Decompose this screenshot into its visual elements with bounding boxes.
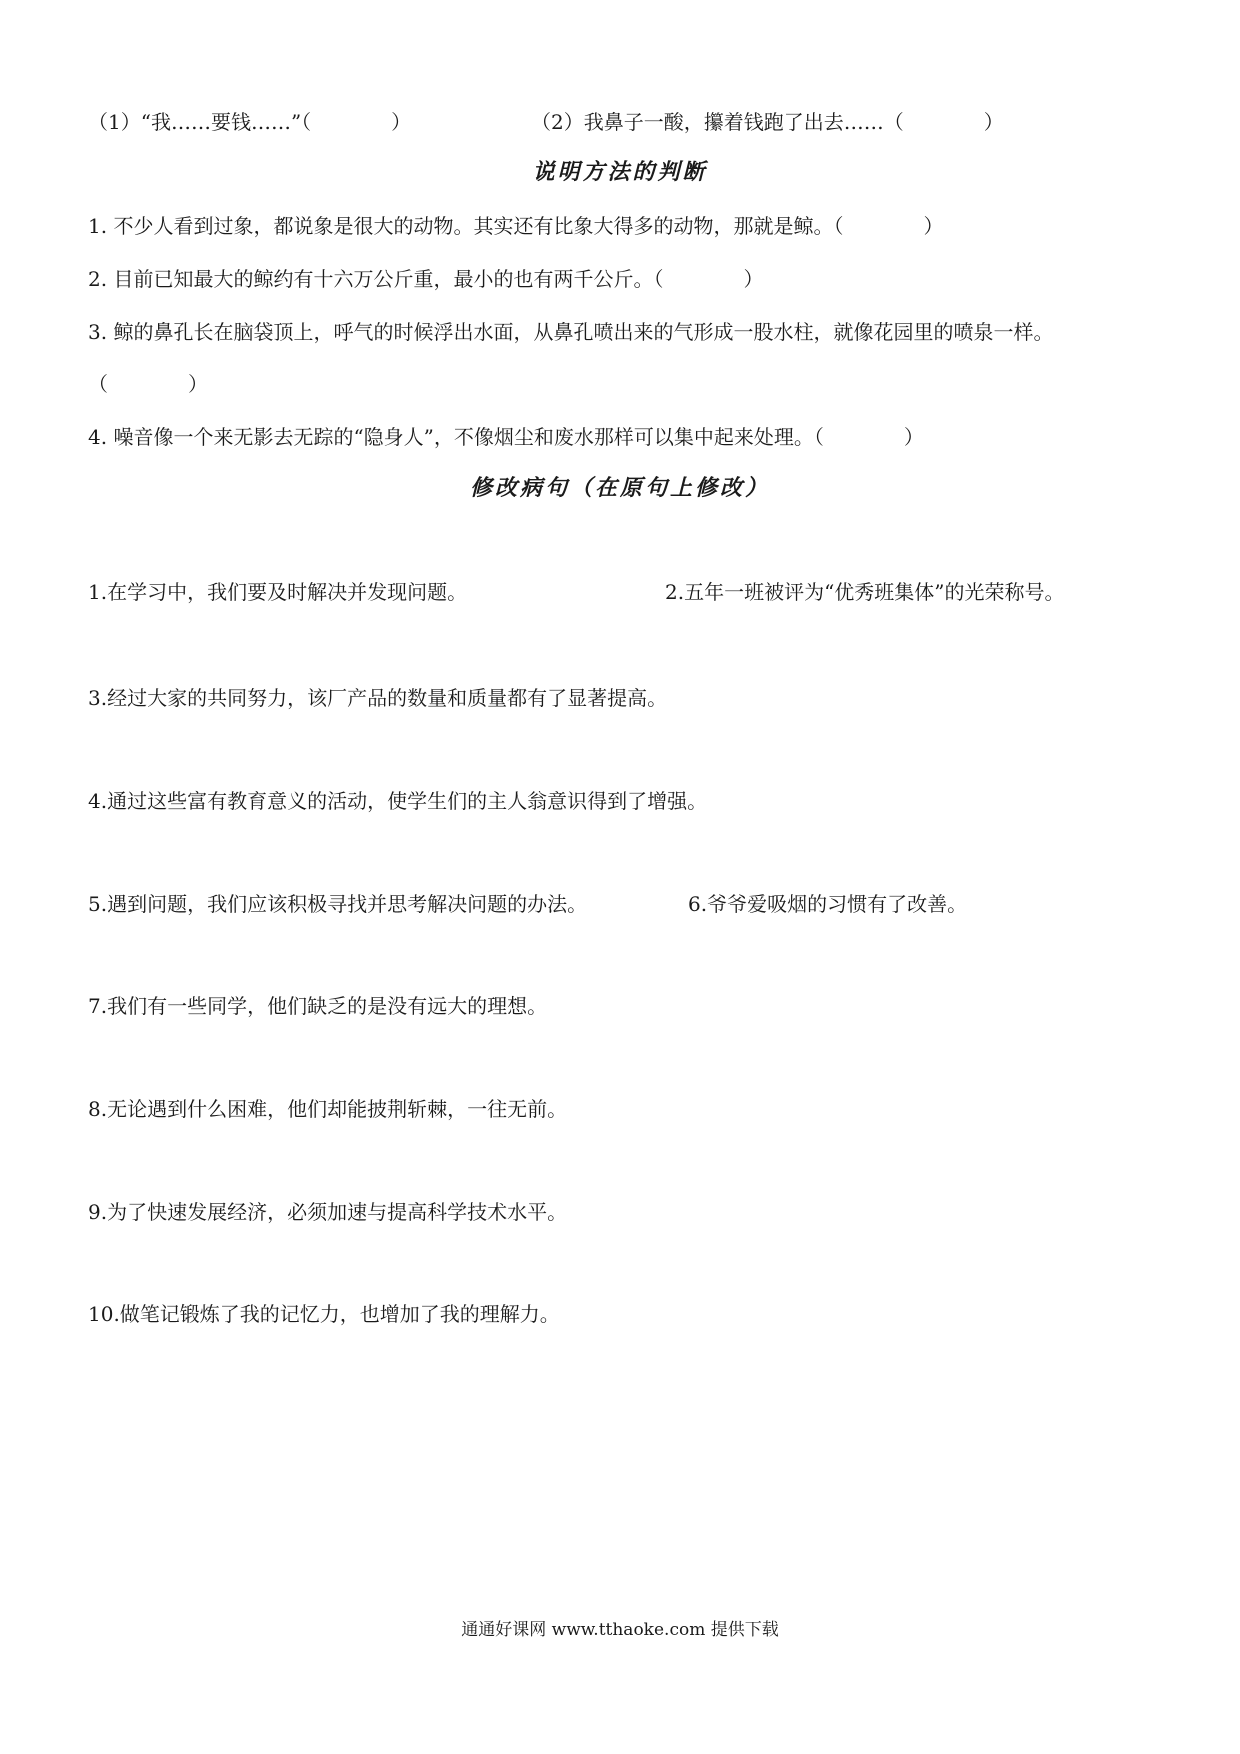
correction-item-1: 1.在学习中，我们要及时解决并发现问题。 xyxy=(88,580,468,604)
correction-item-4: 4.通过这些富有教育意义的活动，使学生们的主人翁意识得到了增强。 xyxy=(88,789,708,813)
section-title-correction: 修改病句（在原句上修改） xyxy=(469,476,770,501)
correction-item-6: 6.爷爷爱吸烟的习惯有了改善。 xyxy=(688,892,968,916)
correction-item-2: 2.五年一班被评为“优秀班集体”的光荣称号。 xyxy=(665,580,1065,604)
correction-item-7: 7.我们有一些同学，他们缺乏的是没有远大的理想。 xyxy=(88,994,548,1018)
correction-item-10: 10.做笔记锻炼了我的记忆力，也增加了我的理解力。 xyxy=(88,1302,560,1326)
methods-item-3-blank: （ ） xyxy=(88,372,208,396)
methods-item-1: 1. 不少人看到过象，都说象是很大的动物。其实还有比象大得多的动物，那就是鲸。（ ） xyxy=(88,214,944,238)
question-1-line: （1）“我……要钱……”（ ） xyxy=(88,110,412,134)
correction-item-5: 5.遇到问题，我们应该积极寻找并思考解决问题的办法。 xyxy=(88,892,588,916)
methods-item-2: 2. 目前已知最大的鲸约有十六万公斤重，最小的也有两千公斤。（ ） xyxy=(88,267,764,291)
question-2-line: （2）我鼻子一酸，攥着钱跑了出去……（ ） xyxy=(531,110,1004,134)
methods-item-4: 4. 噪音像一个来无影去无踪的“隐身人”，不像烟尘和废水那样可以集中起来处理。（ ） xyxy=(88,425,924,449)
correction-item-9: 9.为了快速发展经济，必须加速与提高科学技术水平。 xyxy=(88,1200,568,1224)
footer-text: 通通好课网 www.tthaoke.com 提供下载 xyxy=(461,1620,779,1640)
correction-item-8: 8.无论遇到什么困难，他们却能披荆斩棘，一往无前。 xyxy=(88,1097,568,1121)
methods-item-3: 3. 鲸的鼻孔长在脑袋顶上，呼气的时候浮出水面，从鼻孔喷出来的气形成一股水柱，就像花园里的喷泉一样。 xyxy=(88,320,1054,344)
section-title-methods: 说明方法的判断 xyxy=(532,160,708,185)
correction-item-3: 3.经过大家的共同努力，该厂产品的数量和质量都有了显著提高。 xyxy=(88,686,668,710)
